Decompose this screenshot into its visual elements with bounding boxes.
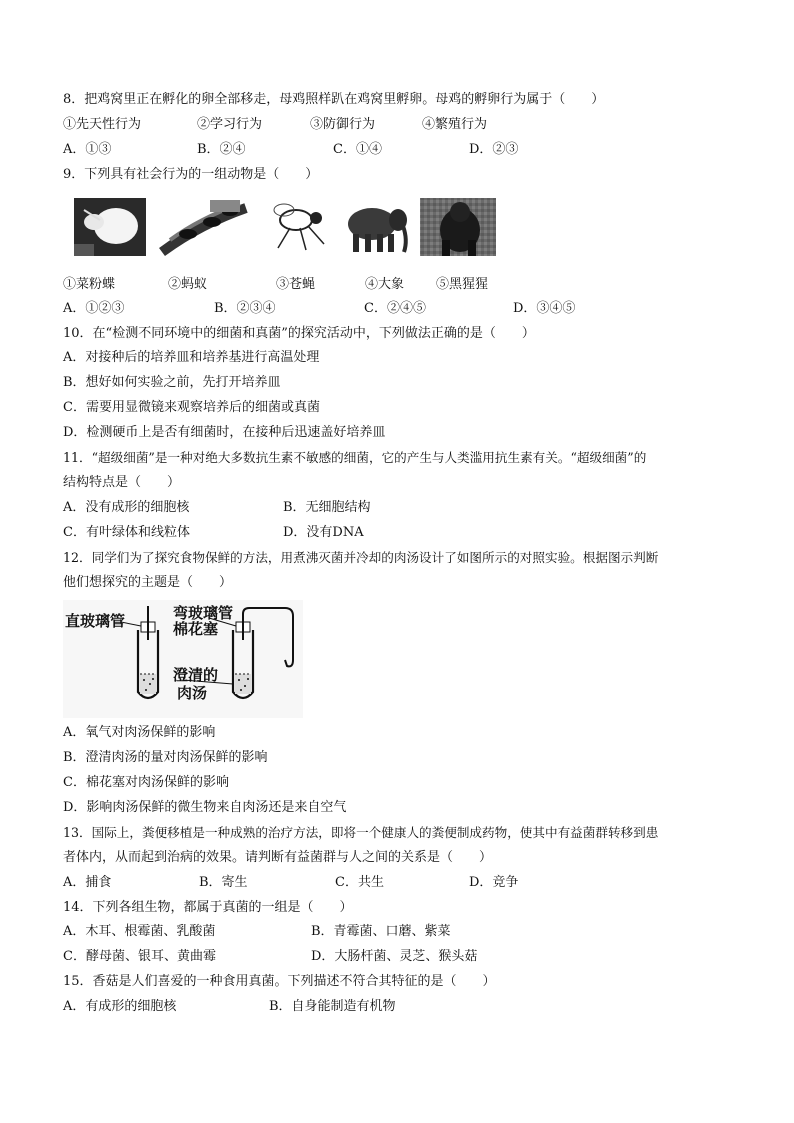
q12-option-b: B．澄清肉汤的量对肉汤保鲜的影响 — [63, 750, 268, 765]
q10-option-a: A．对接种后的培养皿和培养基进行高温处理 — [63, 350, 320, 365]
q11-stem-line1: 11．“超级细菌”是一种对绝大多数抗生素不敏感的细菌，它的产生与人类滥用抗生素有关。“超级细菌”的 — [63, 450, 647, 465]
q13-option-a: A．捕食 — [63, 875, 112, 890]
q9-option-c: C．②④⑤ — [364, 301, 426, 316]
q8-item-3: ③防御行为 — [310, 117, 376, 132]
q14-option-b: B．青霉菌、口蘑、紫菜 — [311, 924, 451, 939]
label-straight-tube: 直玻璃管 — [65, 613, 126, 630]
q9-stem: 9．下列具有社会行为的一组动物是（ ） — [63, 167, 319, 182]
q9-option-d: D．③④⑤ — [513, 301, 576, 316]
q8-option-b: B．②④ — [197, 142, 246, 157]
q9-item-1: ①菜粉蝶 — [63, 277, 116, 292]
q8-stem: 8．把鸡窝里正在孵化的卵全部移走，母鸡照样趴在鸡窝里孵卵。母鸡的孵卵行为属于（ ） — [63, 92, 605, 107]
q13-stem-line1: 13．国际上，粪便移植是一种成熟的治疗方法，即将一个健康人的粪便制成药物，使其中有益菌群转移到患 — [63, 825, 659, 840]
q13-stem-line2: 者体内，从而起到治病的效果。请判断有益菌群与人之间的关系是（ ） — [63, 850, 493, 865]
q12-stem-line1: 12．同学们为了探究食物保鲜的方法，用煮沸灭菌并冷却的肉汤设计了如图所示的对照实验。根据图示判断 — [63, 550, 659, 565]
q15-option-b: B．自身能制造有机物 — [269, 999, 396, 1014]
q11-option-c: C．有叶绿体和线粒体 — [63, 525, 190, 540]
animal-pictures — [70, 194, 500, 260]
q8-option-d: D．②③ — [469, 142, 519, 157]
q8-item-1: ①先天性行为 — [63, 117, 142, 132]
label-bent-tube: 弯玻璃管 — [173, 605, 234, 622]
label-clear-broth-1: 澄清的 — [173, 667, 219, 684]
q12-option-a: A．氧气对肉汤保鲜的影响 — [63, 725, 216, 740]
butterfly-picture — [74, 198, 146, 256]
q10-stem: 10．在“检测不同环境中的细菌和真菌”的探究活动中，下列做法正确的是（ ） — [63, 326, 535, 341]
chimpanzee-picture — [420, 198, 496, 256]
q8-option-a: A．①③ — [63, 142, 112, 157]
q13-option-b: B．寄生 — [199, 875, 248, 890]
q14-option-c: C．酵母菌、银耳、黄曲霉 — [63, 949, 216, 964]
q11-stem-line2: 结构特点是（ ） — [63, 475, 181, 490]
q10-option-d: D．检测硬币上是否有细菌时，在接种后迅速盖好培养皿 — [63, 425, 386, 440]
q12-option-c: C．棉花塞对肉汤保鲜的影响 — [63, 775, 229, 790]
q11-option-a: A．没有成形的细胞核 — [63, 500, 190, 515]
fly-picture — [274, 204, 324, 250]
q11-option-b: B．无细胞结构 — [283, 500, 371, 515]
q15-option-a: A．有成形的细胞核 — [63, 999, 177, 1014]
q9-option-b: B．②③④ — [214, 301, 276, 316]
q13-option-c: C．共生 — [335, 875, 384, 890]
q8-item-2: ②学习行为 — [197, 117, 263, 132]
q11-option-d: D．没有DNA — [283, 525, 364, 540]
label-cotton-plug: 棉花塞 — [173, 621, 219, 638]
q9-item-4: ④大象 — [365, 277, 405, 292]
q14-stem: 14．下列各组生物，都属于真菌的一组是（ ） — [63, 900, 353, 915]
q12-option-d: D．影响肉汤保鲜的微生物来自肉汤还是来自空气 — [63, 800, 347, 815]
q14-option-d: D．大肠杆菌、灵芝、猴头菇 — [311, 949, 478, 964]
ants-picture — [162, 200, 246, 252]
q13-option-d: D．竞争 — [469, 875, 519, 890]
q9-item-2: ②蚂蚁 — [168, 277, 208, 292]
q9-item-3: ③苍蝇 — [276, 277, 316, 292]
q10-option-c: C．需要用显微镜来观察培养后的细菌或真菌 — [63, 400, 320, 415]
q10-option-b: B．想好如何实验之前，先打开培养皿 — [63, 375, 281, 390]
q8-item-4: ④繁殖行为 — [422, 117, 488, 132]
q8-option-c: C．①④ — [333, 142, 382, 157]
elephant-picture — [348, 208, 407, 252]
broth-experiment-figure — [63, 600, 303, 718]
q15-stem: 15．香菇是人们喜爱的一种食用真菌。下列描述不符合其特征的是（ ） — [63, 974, 496, 989]
q9-option-a: A．①②③ — [63, 301, 125, 316]
q9-item-5: ⑤黑猩猩 — [436, 277, 489, 292]
q12-stem-line2: 他们想探究的主题是（ ） — [63, 575, 233, 590]
q14-option-a: A．木耳、根霉菌、乳酸菌 — [63, 924, 216, 939]
label-clear-broth-2: 肉汤 — [177, 685, 208, 702]
